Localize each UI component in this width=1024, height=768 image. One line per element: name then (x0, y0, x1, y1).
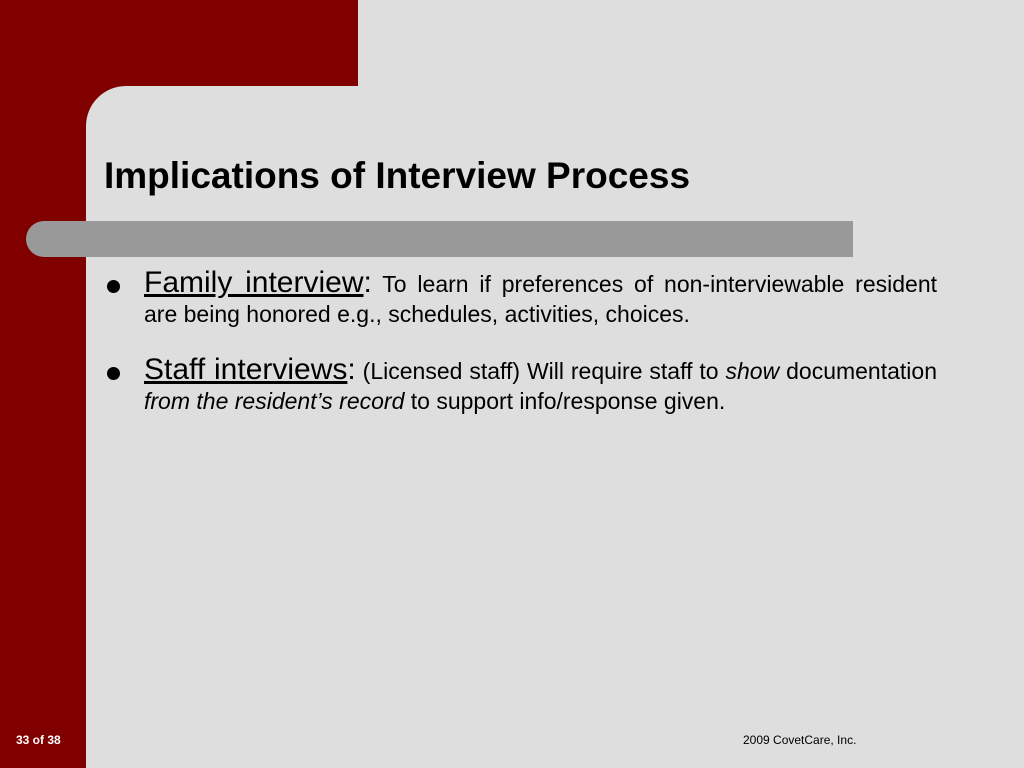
footer-copyright: 2009 CovetCare, Inc. (743, 733, 857, 747)
bullet-text: To learn if preferences of non-interviewable resident are being honored e.g., schedules, activities, choices. (144, 271, 937, 327)
bullet-colon: : (363, 266, 372, 299)
bullet-staff-interviews (105, 355, 937, 416)
bullet-text-before: (Licensed staff) Will require staff to (362, 358, 726, 384)
slide-title: Implications of Interview Process (104, 155, 691, 196)
bullet-family-interview (105, 268, 937, 329)
slide-number: 33 of 38 (16, 733, 61, 747)
bullet-emphasis-record: from the resident’s record (144, 388, 405, 414)
bullet-dot-icon (107, 280, 120, 293)
bullet-colon: : (347, 353, 356, 386)
frame-left-strip (0, 0, 86, 768)
bullet-text-middle: documentation (779, 358, 937, 384)
bullet-term: Family interview (144, 266, 364, 299)
bullet-dot-icon (107, 367, 120, 380)
bullet-list (105, 268, 937, 442)
bullet-emphasis-show: show (725, 358, 780, 384)
bullet-text-after: to support info/response given. (404, 388, 726, 414)
content-panel-top (358, 0, 1024, 86)
title-divider-bar (26, 221, 853, 257)
bullet-term: Staff interviews (144, 353, 348, 386)
